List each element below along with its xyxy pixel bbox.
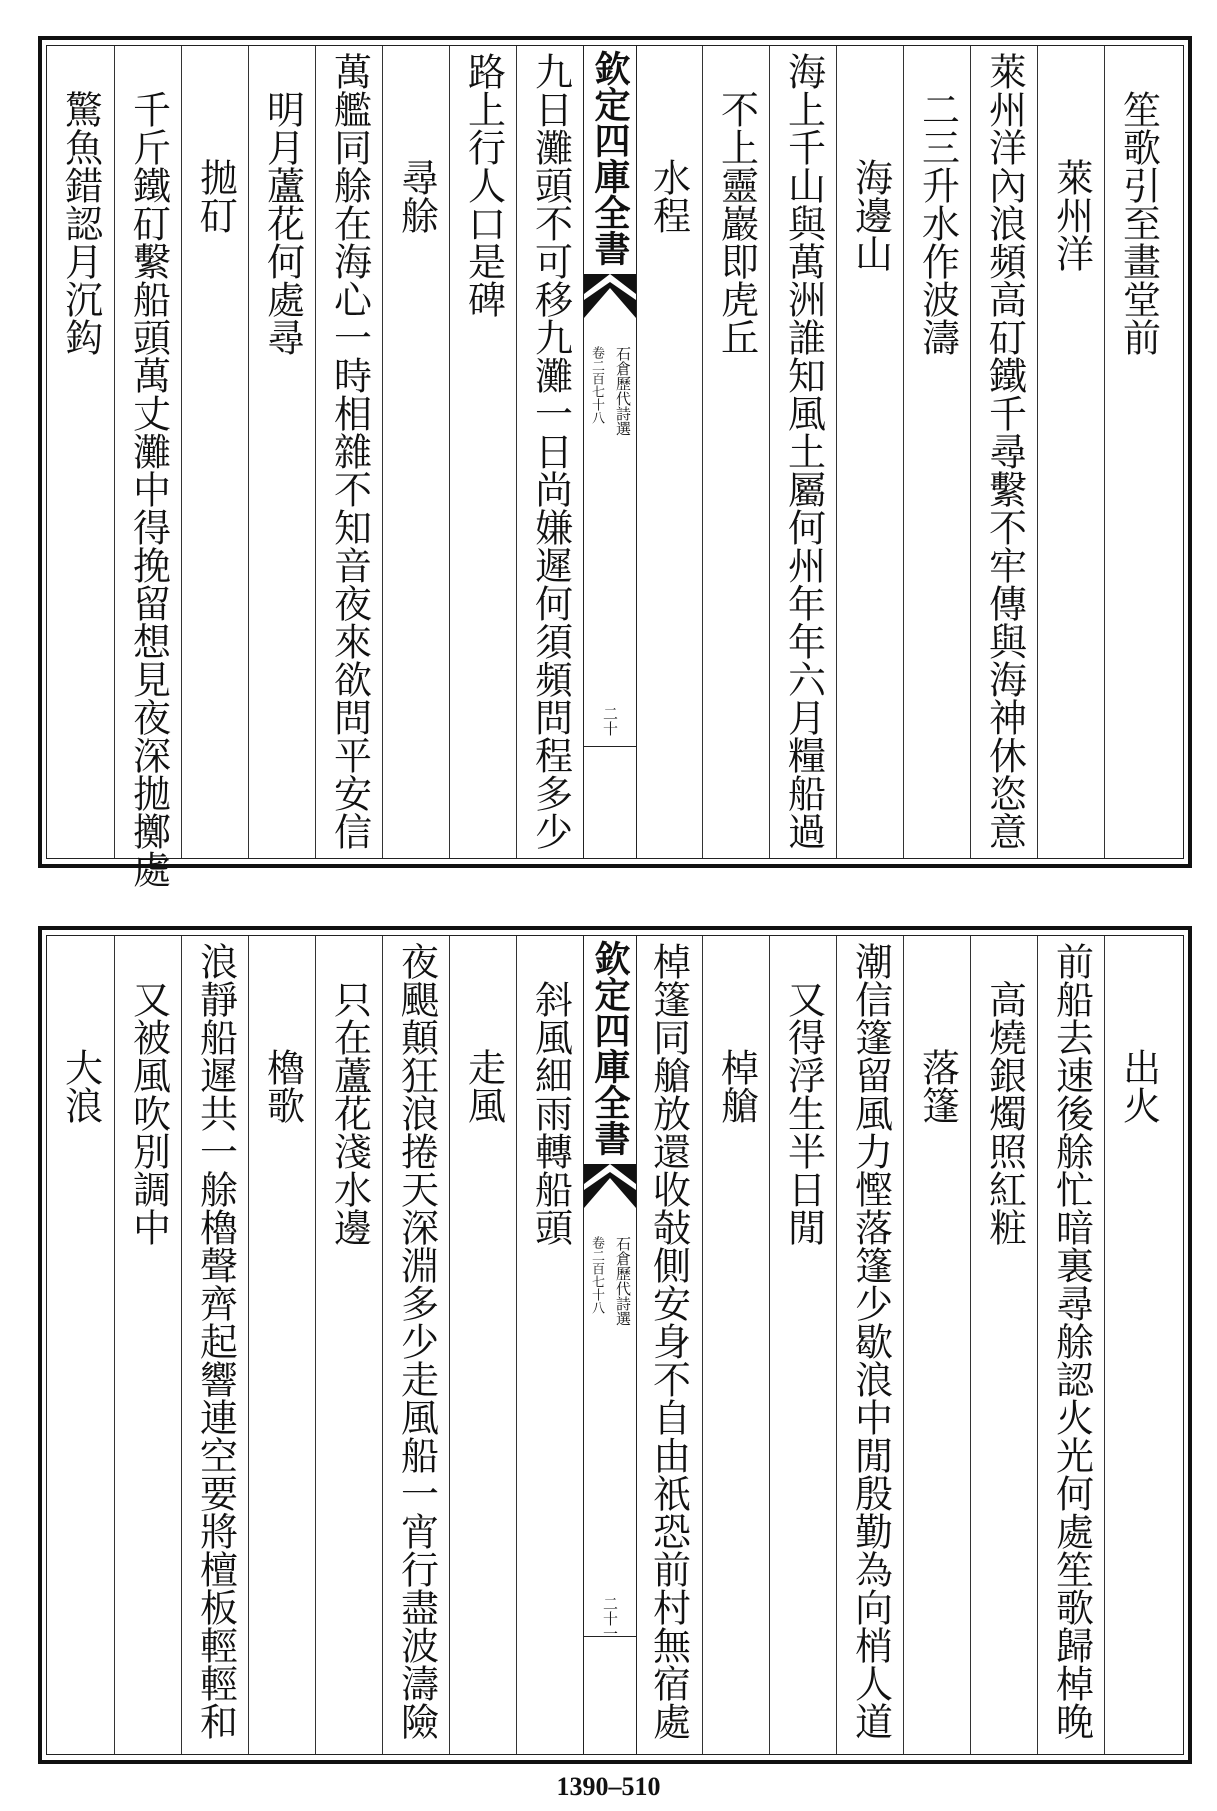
column-text: 九日灘頭不可移九灘一日尚嫌遲何須頻問程多少 [528,52,573,850]
column [702,46,770,858]
column [970,936,1038,1754]
column-text: 棹艙 [714,1048,759,1124]
column [635,936,702,1754]
column [315,46,383,858]
bottom-page [38,926,1192,1764]
column-text: 海邊山 [848,158,893,272]
fish-tail-mark-icon [584,274,636,322]
divider [584,1636,636,1637]
column [769,936,837,1754]
column [903,46,971,858]
column-text: 千斤鐵矴繫船頭萬丈灘中得挽留想見夜深拋擲處 [126,90,171,888]
column-text: 走風 [461,1048,506,1124]
column-text: 又得浮生半日閒 [781,980,826,1246]
bottom-page-frame [46,935,1184,1755]
top-page [38,36,1192,888]
column [1104,936,1172,1754]
column [1037,46,1105,858]
column [516,936,584,1754]
column [449,936,517,1754]
column [836,46,904,858]
column [248,46,316,858]
column-text: 只在蘆花淺水邊 [327,980,372,1246]
column-text: 拋矴 [193,158,238,234]
column-text: 櫓歌 [260,1048,305,1124]
volume-number: 卷二百七十八 [589,1236,604,1314]
column-text: 不上靈巖即虎丘 [714,90,759,356]
column [315,936,383,1754]
divider [584,746,636,747]
column [47,936,114,1754]
column-text: 水程 [646,158,691,234]
column [449,46,517,858]
column [181,936,249,1754]
column-text: 尋艅 [394,158,439,234]
fold-strip [583,936,637,1754]
column-text: 出火 [1116,1048,1161,1124]
column [903,936,971,1754]
column [382,46,450,858]
column [181,46,249,858]
column [769,46,837,858]
column-text: 大浪 [58,1048,103,1124]
column-text: 浪靜船遲共一艅櫓聲齊起響連空要將檀板輕輕和 [193,942,238,1740]
column-text: 萬艦同艅在海心一時相雜不知音夜來欲問平安信 [327,52,372,850]
column [702,936,770,1754]
column-text: 萊州洋 [1049,158,1094,272]
column-text: 落篷 [915,1048,960,1124]
column-text: 明月蘆花何處尋 [260,90,305,356]
column-text: 海上千山與萬洲誰知風土屬何州年年六月糧船過 [781,52,826,850]
column-text: 棹篷同艙放還收敧側安身不自由祇恐前村無宿處 [646,942,691,1740]
column-text: 驚魚錯認月沉鈎 [58,90,103,356]
page-number: 二十 [601,706,619,736]
column [114,936,182,1754]
column [635,46,702,858]
column [516,46,584,858]
collection-title: 石倉歷代詩選 [614,346,632,436]
column [248,936,316,1754]
column [47,46,114,858]
top-page-frame [46,45,1184,888]
book-title: 欽定四庫全書 [589,50,631,266]
column [1104,46,1172,858]
catalog-number: 1390–510 [556,1772,661,1801]
column-text: 前船去速後艅忙暗裏尋艅認火光何處笙歌歸棹晚 [1049,942,1094,1740]
column-text: 夜颶顛狂浪捲天深淵多少走風船一宵行盡波濤險 [394,942,439,1740]
volume-number: 卷二百七十八 [589,346,604,424]
column [114,46,182,888]
collection-title: 石倉歷代詩選 [614,1236,632,1326]
column-text: 斜風細雨轉船頭 [528,980,573,1246]
column-text: 高燒銀燭照紅粧 [982,980,1027,1246]
column-text: 路上行人口是碑 [461,52,506,318]
column-text: 潮信篷留風力慳落篷少歇浪中閒殷勤為向梢人道 [848,942,893,1740]
book-title: 欽定四庫全書 [589,940,631,1156]
column-text: 又被風吹別調中 [126,980,171,1246]
column [970,46,1038,858]
column [382,936,450,1754]
column [1037,936,1105,1754]
page-number: 二十一 [601,1596,619,1641]
column [836,936,904,1754]
column-text: 萊州洋內浪頻高矴鐵千尋繫不牢傳與海神休恣意 [982,52,1027,850]
column-text: 笙歌引至畫堂前 [1116,90,1161,356]
fold-strip [583,46,637,858]
column-text: 二三升水作波濤 [915,90,960,356]
fish-tail-mark-icon [584,1164,636,1212]
